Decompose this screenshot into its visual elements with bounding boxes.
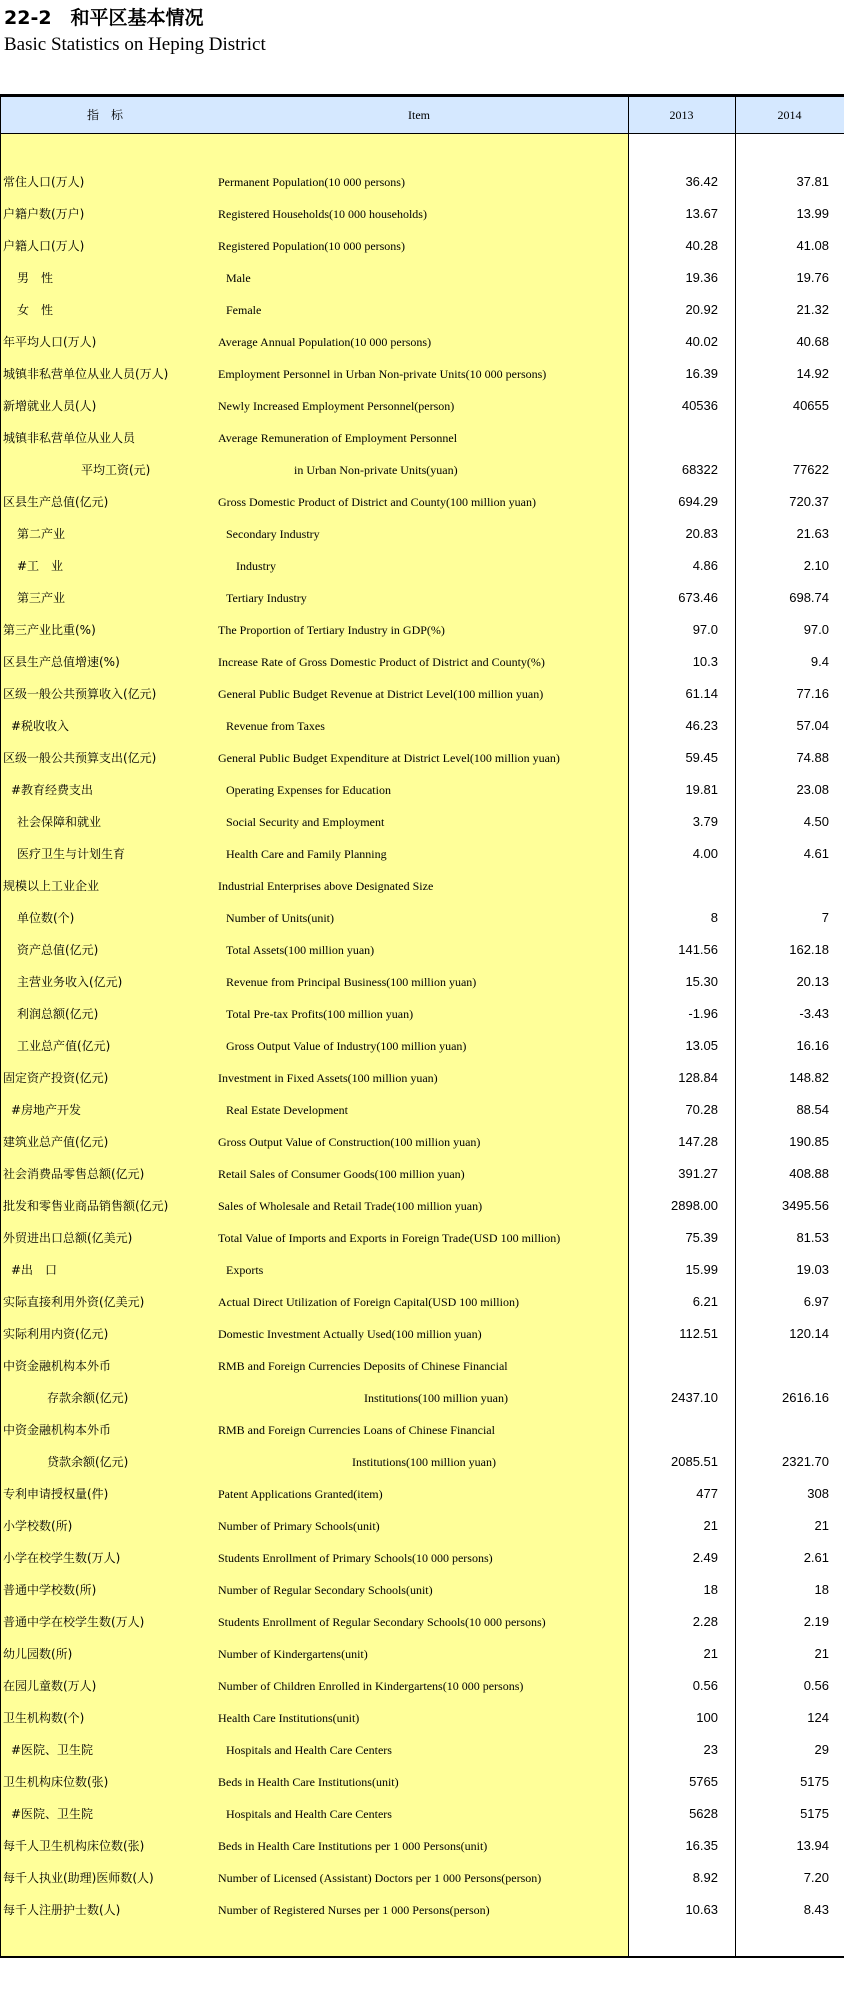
table-row [0,1446,844,1478]
row-value-2013: 20.92 [685,302,718,317]
table-body [0,134,844,1926]
row-value-2014: 19.03 [796,1262,829,1277]
row-item-en: Total Assets(100 million yuan) [226,943,375,957]
row-item-en: Sales of Wholesale and Retail Trade(100 million yuan) [218,1199,483,1213]
row-value-2013 [628,1350,718,1382]
table-row [0,902,844,934]
row-indicator-cn: #医院、卫生院 [11,1743,94,1757]
row-value-2014: 57.04 [796,718,829,733]
row-value-2014: 698.74 [789,590,829,605]
row-value-2014: 5175 [800,1806,829,1821]
row-item-en: RMB and Foreign Currencies Deposits of Chinese Financial [218,1359,508,1373]
row-item-en: General Public Budget Expenditure at District Level(100 million yuan) [218,751,560,765]
table-row [0,1766,844,1798]
row-indicator-cn: 每千人卫生机构床位数(张) [3,1839,145,1853]
row-indicator-cn: #工 业 [17,559,64,573]
table-row [0,1542,844,1574]
row-value-2013: 20.83 [685,526,718,541]
row-value-2013: 23 [703,1742,718,1757]
row-indicator-cn: 单位数(个) [17,911,75,925]
row-item-en: Gross Output Value of Construction(100 million yuan) [218,1135,481,1149]
table-row [0,934,844,966]
table-row [0,742,844,774]
row-value-2014: 19.76 [796,270,829,285]
row-item-en: Number of Units(unit) [226,911,334,925]
table-left-border [0,94,1,1958]
row-value-2013: 68322 [681,462,718,477]
row-value-2013: 70.28 [685,1102,718,1117]
table-row [0,294,844,326]
row-indicator-cn: 城镇非私营单位从业人员 [3,431,136,445]
row-item-en: Health Care and Family Planning [226,847,387,861]
table-row [0,134,844,166]
row-item-en: Health Care Institutions(unit) [218,1711,360,1725]
row-item-en: Increase Rate of Gross Domestic Product of District and County(%) [218,655,545,669]
table-divider-2014 [735,94,736,1958]
row-item-en: Secondary Industry [226,527,320,541]
row-item-en: Total Value of Imports and Exports in Foreign Trade(USD 100 million) [218,1231,561,1245]
row-value-2013: 13.05 [685,1038,718,1053]
row-value-2014: 7 [821,910,829,925]
row-indicator-cn: 户籍户数(万户) [3,207,85,221]
row-item-en: Gross Output Value of Industry(100 million yuan) [226,1039,467,1053]
table-row [0,262,844,294]
row-item-en: Registered Population(10 000 persons) [218,239,405,253]
row-value-2013: 5628 [689,1806,718,1821]
row-value-2013: 2.28 [692,1614,718,1629]
table-row [0,1894,844,1926]
row-value-2013: 46.23 [685,718,718,733]
page-title-chinese: 22-2 和平区基本情况 [4,7,204,29]
table-bottom-rule [0,1956,844,1958]
row-value-2014 [735,1350,829,1382]
table-row [0,1126,844,1158]
row-value-2014: 190.85 [789,1134,829,1149]
row-indicator-cn: 普通中学在校学生数(万人) [3,1615,145,1629]
table-row [0,1382,844,1414]
row-item-en: Employment Personnel in Urban Non-private Units(10 000 persons) [218,367,547,381]
table-row [0,1222,844,1254]
row-indicator-cn: 第三产业比重(%) [3,623,96,637]
row-value-2013: 40.28 [685,238,718,253]
row-value-2013: 147.28 [678,1134,718,1149]
row-item-en: Registered Households(10 000 households) [218,207,427,221]
row-indicator-cn: #房地产开发 [11,1103,82,1117]
row-value-2014: 9.4 [810,654,829,669]
row-value-2014: 40655 [792,398,829,413]
row-value-2014: 0.56 [803,1678,829,1693]
table-row [0,166,844,198]
row-item-en: Beds in Health Care Institutions(unit) [218,1775,399,1789]
row-indicator-cn: 实际利用内资(亿元) [3,1327,109,1341]
table-row [0,998,844,1030]
row-indicator-cn: 规模以上工业企业 [3,879,100,893]
row-indicator-cn: 实际直接利用外资(亿美元) [3,1295,145,1309]
row-value-2013 [628,134,718,166]
table-row [0,198,844,230]
row-item-en: Number of Registered Nurses per 1 000 Persons(person) [218,1903,490,1917]
row-indicator-cn: 贷款余额(亿元) [47,1455,129,1469]
row-indicator-cn: 第三产业 [17,591,66,605]
row-value-2014: 720.37 [789,494,829,509]
row-value-2014: 14.92 [796,366,829,381]
table-row [0,326,844,358]
row-value-2014: 408.88 [789,1166,829,1181]
row-value-2014: 2.19 [803,1614,829,1629]
row-indicator-cn: 建筑业总产值(亿元) [3,1135,109,1149]
row-value-2014 [735,422,829,454]
row-item-en: Domestic Investment Actually Used(100 million yuan) [218,1327,482,1341]
row-indicator-cn: 区县生产总值增速(%) [3,655,120,669]
row-value-2014: 6.97 [803,1294,829,1309]
row-indicator-cn: 利润总额(亿元) [17,1007,99,1021]
row-indicator-cn: 主营业务收入(亿元) [17,975,123,989]
row-indicator-cn: 小学在校学生数(万人) [3,1551,121,1565]
row-item-en: Average Remuneration of Employment Personnel [218,431,458,445]
table-row [0,678,844,710]
row-indicator-cn: 新增就业人员(人) [3,399,97,413]
row-value-2014: -3.43 [799,1006,829,1021]
row-indicator-cn: 区级一般公共预算收入(亿元) [3,687,157,701]
row-value-2013: 0.56 [692,1678,718,1693]
row-value-2013 [628,870,718,902]
row-indicator-cn: 区级一般公共预算支出(亿元) [3,751,157,765]
row-indicator-cn: 资产总值(亿元) [17,943,99,957]
row-item-en: Revenue from Taxes [226,719,325,733]
row-value-2013: 36.42 [685,174,718,189]
statistics-table [0,94,844,1958]
row-value-2013: 61.14 [685,686,718,701]
table-row [0,1158,844,1190]
row-value-2013: 16.35 [685,1838,718,1853]
table-row [0,1862,844,1894]
row-value-2013: 40536 [681,398,718,413]
row-item-en: Real Estate Development [226,1103,348,1117]
row-item-en: Industry [236,559,276,573]
row-value-2013: 141.56 [678,942,718,957]
table-row [0,806,844,838]
row-value-2014: 81.53 [796,1230,829,1245]
row-item-en: Retail Sales of Consumer Goods(100 million yuan) [218,1167,465,1181]
row-value-2013: 59.45 [685,750,718,765]
row-indicator-cn: 在园儿童数(万人) [3,1679,97,1693]
row-value-2013: 100 [696,1710,718,1725]
table-row [0,486,844,518]
row-value-2013: 16.39 [685,366,718,381]
row-value-2014: 4.50 [803,814,829,829]
row-indicator-cn: 每千人注册护士数(人) [3,1903,121,1917]
table-row [0,1606,844,1638]
page-title-english: Basic Statistics on Heping District [4,34,266,55]
table-row [0,1254,844,1286]
row-item-en: Newly Increased Employment Personnel(person) [218,399,455,413]
row-value-2014: 7.20 [803,1870,829,1885]
row-value-2013: -1.96 [688,1006,718,1021]
row-item-en: Revenue from Principal Business(100 million yuan) [226,975,477,989]
row-item-en: Average Annual Population(10 000 persons) [218,335,432,349]
table-row [0,710,844,742]
row-value-2013: 8.92 [692,1870,718,1885]
table-divider-2013 [628,94,629,1958]
row-value-2013: 19.36 [685,270,718,285]
row-item-en: Number of Kindergartens(unit) [218,1647,368,1661]
row-value-2013 [628,1414,718,1446]
row-indicator-cn: 第二产业 [17,527,66,541]
row-value-2014: 77622 [792,462,829,477]
table-row [0,1062,844,1094]
row-value-2013: 477 [696,1486,718,1501]
row-value-2013: 40.02 [685,334,718,349]
row-value-2014: 21.63 [796,526,829,541]
row-value-2014: 13.94 [796,1838,829,1853]
row-value-2014: 8.43 [803,1902,829,1917]
row-value-2014: 77.16 [796,686,829,701]
table-row [0,614,844,646]
table-row [0,1670,844,1702]
row-value-2014: 97.0 [803,622,829,637]
row-item-en: Permanent Population(10 000 persons) [218,175,405,189]
title-block [4,4,266,58]
row-item-en: Beds in Health Care Institutions per 1 000 Persons(unit) [218,1839,488,1853]
row-value-2013: 21 [703,1646,718,1661]
table-row [0,1574,844,1606]
row-value-2014: 120.14 [789,1326,829,1341]
row-value-2013: 4.00 [692,846,718,861]
row-value-2014: 2321.70 [782,1454,829,1469]
table-row [0,1318,844,1350]
row-indicator-cn: #教育经费支出 [11,783,94,797]
row-value-2013: 391.27 [678,1166,718,1181]
row-item-en: Number of Children Enrolled in Kindergartens(10 000 persons) [218,1679,524,1693]
row-indicator-cn: 中资金融机构本外币 [3,1359,112,1373]
row-indicator-cn: 女 性 [17,303,54,317]
header-indicator-cn: 指 标 [86,108,123,122]
row-item-en: Male [226,271,251,285]
row-indicator-cn: 卫生机构床位数(张) [3,1775,109,1789]
table-row [0,838,844,870]
row-indicator-cn: 社会保障和就业 [17,815,102,829]
table-row [0,966,844,998]
table-row [0,390,844,422]
row-item-en: Female [226,303,262,317]
row-indicator-cn: 户籍人口(万人) [3,239,85,253]
row-value-2013: 112.51 [679,1326,718,1341]
table-row [0,774,844,806]
row-item-en: Students Enrollment of Primary Schools(10 000 persons) [218,1551,493,1565]
row-value-2014: 21 [814,1646,829,1661]
row-indicator-cn: 小学校数(所) [3,1519,73,1533]
row-value-2013: 128.84 [678,1070,718,1085]
table-header-row [0,97,844,134]
table-row [0,1510,844,1542]
row-item-en: Number of Primary Schools(unit) [218,1519,380,1533]
row-indicator-cn: 社会消费品零售总额(亿元) [3,1167,145,1181]
row-indicator-cn: 专利申请授权量(件) [3,1487,109,1501]
row-value-2013: 19.81 [685,782,718,797]
row-value-2013: 18 [703,1582,718,1597]
row-value-2013: 694.29 [678,494,718,509]
row-indicator-cn [3,134,213,166]
row-value-2013: 15.99 [685,1262,718,1277]
row-value-2014: 29 [814,1742,829,1757]
table-row [0,1350,844,1382]
row-item-en: General Public Budget Revenue at District Level(100 million yuan) [218,687,544,701]
row-value-2013: 6.21 [692,1294,718,1309]
table-top-rule [0,94,844,97]
row-value-2014: 41.08 [796,238,829,253]
row-indicator-cn: 常住人口(万人) [3,175,85,189]
row-value-2014: 162.18 [789,942,829,957]
row-item-en: Number of Licensed (Assistant) Doctors per 1 000 Persons(person) [218,1871,542,1885]
row-value-2014: 37.81 [796,174,829,189]
row-indicator-cn: 城镇非私营单位从业人员(万人) [3,367,169,381]
table-row [0,1702,844,1734]
row-indicator-cn: 批发和零售业商品销售额(亿元) [3,1199,169,1213]
table-row [0,1414,844,1446]
row-indicator-cn: 区县生产总值(亿元) [3,495,109,509]
row-item-en [218,134,623,166]
row-indicator-cn: #出 口 [11,1263,58,1277]
row-item-en: Hospitals and Health Care Centers [226,1743,392,1757]
row-indicator-cn: 卫生机构数(个) [3,1711,85,1725]
row-value-2013: 10.63 [685,1902,718,1917]
row-value-2014: 20.13 [796,974,829,989]
table-row [0,582,844,614]
table-row [0,1478,844,1510]
table-row [0,1798,844,1830]
row-value-2014: 13.99 [796,206,829,221]
row-value-2014: 23.08 [796,782,829,797]
row-value-2014: 124 [807,1710,829,1725]
row-value-2013: 2085.51 [671,1454,718,1469]
row-item-en: Patent Applications Granted(item) [218,1487,383,1501]
row-value-2013: 2437.10 [671,1390,718,1405]
row-indicator-cn: 幼儿园数(所) [3,1647,73,1661]
header-year-2014: 2014 [777,108,802,122]
row-indicator-cn: #税收收入 [11,719,70,733]
table-row [0,1638,844,1670]
row-value-2013: 21 [703,1518,718,1533]
row-indicator-cn: #医院、卫生院 [11,1807,94,1821]
table-row [0,1830,844,1862]
row-item-en: Institutions(100 million yuan) [364,1391,508,1405]
row-indicator-cn: 中资金融机构本外币 [3,1423,112,1437]
row-item-en: Students Enrollment of Regular Secondary Schools(10 000 persons) [218,1615,546,1629]
row-value-2014: 2.10 [803,558,829,573]
row-item-en: Operating Expenses for Education [226,783,391,797]
row-indicator-cn: 普通中学校数(所) [3,1583,97,1597]
row-item-en: Number of Regular Secondary Schools(unit) [218,1583,433,1597]
row-value-2013: 75.39 [685,1230,718,1245]
row-item-en: Exports [226,1263,264,1277]
table-row [0,1286,844,1318]
row-value-2013: 8 [710,910,718,925]
row-value-2013: 673.46 [678,590,718,605]
header-item-en: Item [408,108,430,122]
row-indicator-cn: 固定资产投资(亿元) [3,1071,109,1085]
row-value-2014: 21 [814,1518,829,1533]
row-value-2014: 16.16 [796,1038,829,1053]
row-value-2014: 308 [807,1486,829,1501]
row-item-en: Social Security and Employment [226,815,385,829]
row-value-2014: 88.54 [796,1102,829,1117]
table-row [0,1190,844,1222]
row-indicator-cn: 存款余额(亿元) [47,1391,129,1405]
row-value-2014 [735,134,829,166]
row-value-2014 [735,870,829,902]
row-value-2014: 4.61 [803,846,829,861]
row-item-en: Institutions(100 million yuan) [352,1455,496,1469]
table-row [0,1094,844,1126]
table-row [0,1030,844,1062]
row-value-2013: 15.30 [685,974,718,989]
row-item-en: The Proportion of Tertiary Industry in GDP(%) [218,623,445,637]
row-indicator-cn: 平均工资(元) [81,463,151,477]
row-value-2013 [628,422,718,454]
row-item-en: Gross Domestic Product of District and County(100 million yuan) [218,495,536,509]
row-indicator-cn: 男 性 [17,271,54,285]
table-row [0,358,844,390]
row-item-en: Actual Direct Utilization of Foreign Capital(USD 100 million) [218,1295,519,1309]
row-item-en: in Urban Non-private Units(yuan) [294,463,458,477]
row-value-2014: 74.88 [796,750,829,765]
row-value-2013: 2898.00 [671,1198,718,1213]
row-value-2014: 3495.56 [782,1198,829,1213]
row-value-2014: 18 [814,1582,829,1597]
row-indicator-cn: 医疗卫生与计划生育 [17,847,126,861]
table-row [0,646,844,678]
header-year-2013: 2013 [669,108,694,122]
row-value-2014 [735,1414,829,1446]
row-item-en: Total Pre-tax Profits(100 million yuan) [226,1007,414,1021]
table-row [0,870,844,902]
row-item-en: RMB and Foreign Currencies Loans of Chinese Financial [218,1423,495,1437]
table-row [0,550,844,582]
table-row [0,518,844,550]
row-item-en: Investment in Fixed Assets(100 million yuan) [218,1071,438,1085]
row-indicator-cn: 年平均人口(万人) [3,335,97,349]
row-value-2014: 5175 [800,1774,829,1789]
row-indicator-cn: 每千人执业(助理)医师数(人) [3,1871,154,1885]
row-indicator-cn: 工业总产值(亿元) [17,1039,111,1053]
row-item-en: Hospitals and Health Care Centers [226,1807,392,1821]
row-value-2013: 10.3 [692,654,718,669]
row-value-2014: 40.68 [796,334,829,349]
row-value-2014: 2616.16 [782,1390,829,1405]
row-value-2014: 21.32 [796,302,829,317]
row-value-2013: 4.86 [692,558,718,573]
table-row [0,454,844,486]
row-item-en: Tertiary Industry [226,591,307,605]
row-value-2013: 97.0 [692,622,718,637]
row-value-2013: 13.67 [685,206,718,221]
row-value-2013: 3.79 [692,814,718,829]
row-value-2014: 148.82 [789,1070,829,1085]
row-indicator-cn: 外贸进出口总额(亿美元) [3,1231,133,1245]
table-row [0,230,844,262]
row-value-2014: 2.61 [803,1550,829,1565]
table-row [0,1734,844,1766]
table-row [0,422,844,454]
row-item-en: Industrial Enterprises above Designated Size [218,879,434,893]
row-value-2013: 5765 [689,1774,718,1789]
row-value-2013: 2.49 [692,1550,718,1565]
